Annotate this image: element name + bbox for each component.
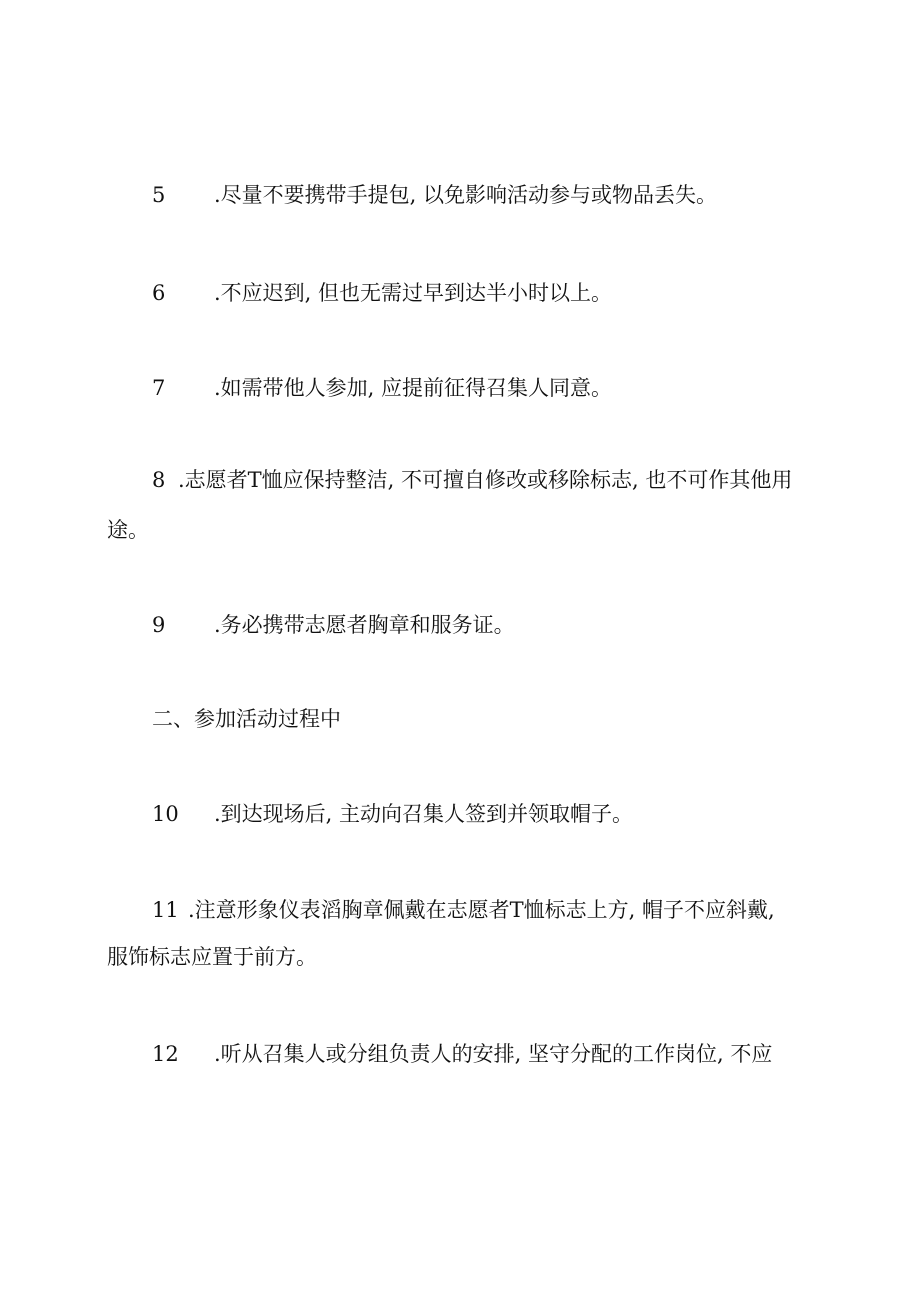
item-text: .志愿者T恤应保持整洁, 不可擅自修改或移除标志, 也不可作其他用 bbox=[178, 468, 793, 492]
item-text: .不应迟到, 但也无需过早到达半小时以上。 bbox=[214, 281, 613, 305]
item-number: 12 bbox=[152, 1042, 179, 1066]
item-text: .如需带他人参加, 应提前征得召集人同意。 bbox=[214, 376, 613, 400]
item-number: 10 bbox=[152, 802, 179, 826]
item-number: 11 bbox=[152, 898, 179, 922]
item-text: .听从召集人或分组负责人的安排, 坚守分配的工作岗位, 不应 bbox=[214, 1042, 773, 1066]
item-text: .务必携带志愿者胸章和服务证。 bbox=[214, 613, 515, 637]
item-text: .到达现场后, 主动向召集人签到并领取帽子。 bbox=[214, 802, 634, 826]
item-number: 7 bbox=[152, 376, 166, 400]
item-number: 5 bbox=[152, 183, 166, 207]
item-number: 9 bbox=[152, 613, 166, 637]
item-number: 6 bbox=[152, 281, 166, 305]
item-text: .尽量不要携带手提包, 以免影响活动参与或物品丢失。 bbox=[214, 183, 718, 207]
item-text-continuation: 服饰标志应置于前方。 bbox=[107, 945, 317, 969]
item-text: .注意形象仪表滔胸章佩戴在志愿者T恤标志上方, 帽子不应斜戴, bbox=[188, 898, 775, 922]
item-text-continuation: 途。 bbox=[107, 518, 149, 542]
section-heading: 二、参加活动过程中 bbox=[152, 707, 341, 731]
item-number: 8 bbox=[152, 468, 166, 492]
